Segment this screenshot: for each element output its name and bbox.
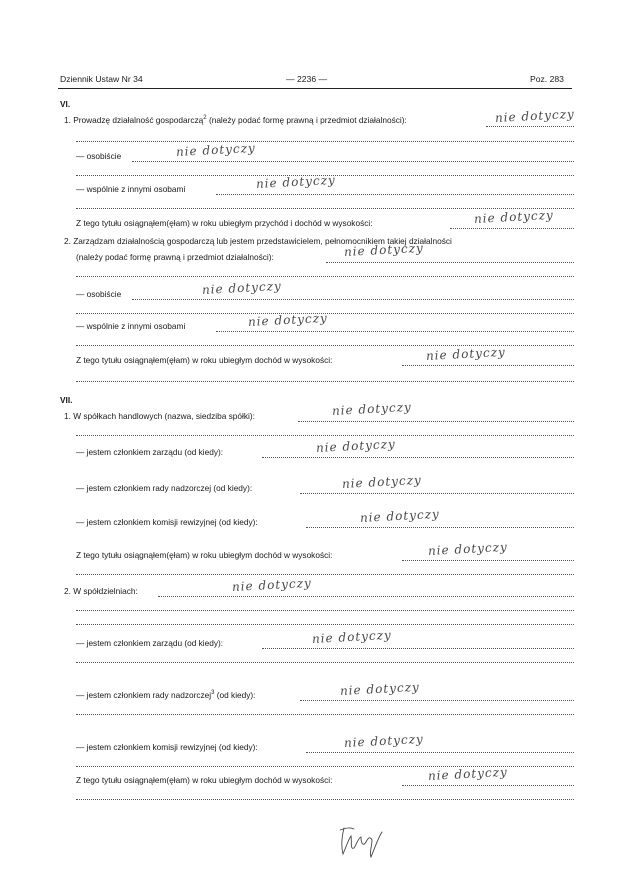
fill-line bbox=[132, 299, 574, 300]
vii-1-board-label: — jestem członkiem zarządu (od kiedy): bbox=[76, 447, 224, 457]
vii-2-income-label: Z tego tytułu osiągnąłem(ęłam) w roku ubiegłym dochód w wysokości: bbox=[76, 775, 333, 785]
handwritten-answer: nie dotyczy bbox=[494, 106, 576, 125]
fill-line bbox=[306, 527, 574, 528]
fill-line bbox=[76, 662, 574, 663]
fill-line bbox=[158, 596, 574, 597]
vii-1-audit-label: — jestem członkiem komisji rewizyjnej (od kiedy): bbox=[76, 517, 258, 527]
fill-line bbox=[402, 785, 574, 786]
section-vii-heading: VII. bbox=[60, 395, 73, 405]
fill-line bbox=[132, 161, 574, 162]
fill-line bbox=[300, 700, 574, 701]
fill-line bbox=[450, 228, 574, 229]
vi-1-income-label: Z tego tytułu osiągnąłem(ęłam) w roku ubiegłym przychód i dochód w wysokości: bbox=[76, 218, 373, 228]
fill-line bbox=[76, 714, 574, 715]
handwritten-answer: nie dotyczy bbox=[231, 575, 313, 594]
vii-1-income-label: Z tego tytułu osiągnąłem(ęłam) w roku ubiegłym dochód w wysokości: bbox=[76, 550, 333, 560]
handwritten-answer: nie dotyczy bbox=[315, 436, 397, 455]
handwritten-answer: nie dotyczy bbox=[311, 627, 393, 646]
vii-1-question: 1. W spółkach handlowych (nazwa, siedziba spółki): bbox=[64, 411, 255, 421]
handwritten-answer: nie dotyczy bbox=[339, 679, 421, 698]
fill-line bbox=[76, 208, 574, 209]
fill-line bbox=[76, 435, 574, 436]
vi-1-question: 1. Prowadzę działalność gospodarczą$^2$ (należy podać formę prawną i przedmiot działalności): bbox=[64, 115, 407, 125]
handwritten-answer: nie dotyczy bbox=[427, 764, 509, 783]
vii-1-supervisory-label: — jestem członkiem rady nadzorczej (od kiedy): bbox=[76, 483, 253, 493]
fill-line bbox=[216, 331, 574, 332]
page-number: — 2236 — bbox=[286, 74, 328, 84]
vi-1-jointly-label: — wspólnie z innymi osobami bbox=[76, 184, 186, 194]
handwritten-answer: nie dotyczy bbox=[343, 240, 425, 259]
handwritten-answer: nie dotyczy bbox=[331, 399, 413, 418]
handwritten-answer: nie dotyczy bbox=[473, 207, 555, 226]
header-rule bbox=[58, 88, 572, 89]
handwritten-answer: nie dotyczy bbox=[175, 140, 257, 159]
vi-1-personally-label: — osobiście bbox=[76, 151, 122, 161]
vii-2-supervisory-label: — jestem członkiem rady nadzorczej$^3$ (od kiedy): bbox=[76, 690, 256, 700]
vi-2-personally-label: — osobiście bbox=[76, 289, 122, 299]
fill-line bbox=[300, 493, 574, 494]
fill-line bbox=[76, 624, 574, 625]
journal-title: Dziennik Ustaw Nr 34 bbox=[60, 74, 143, 84]
handwritten-answer: nie dotyczy bbox=[255, 172, 337, 191]
fill-line bbox=[76, 276, 574, 277]
fill-line bbox=[298, 421, 574, 422]
section-vi-heading: VI. bbox=[60, 99, 71, 109]
fill-line bbox=[76, 799, 574, 800]
fill-line bbox=[262, 457, 574, 458]
vi-2-jointly-label: — wspólnie z innymi osobami bbox=[76, 321, 186, 331]
vii-2-audit-label: — jestem członkiem komisji rewizyjnej (od kiedy): bbox=[76, 742, 258, 752]
handwritten-answer: nie dotyczy bbox=[341, 472, 423, 491]
fill-line bbox=[402, 365, 574, 366]
vi-2-question: 2. Zarządzam działalnością gospodarczą lub jestem przedstawicielem, pełnomocnikiem takiej działalności bbox=[64, 236, 452, 246]
handwritten-answer: nie dotyczy bbox=[427, 539, 509, 558]
fill-line bbox=[76, 141, 574, 142]
vi-2-income-label: Z tego tytułu osiągnąłem(ęłam) w roku ubiegłym dochód w wysokości: bbox=[76, 355, 333, 365]
fill-line bbox=[402, 560, 574, 561]
vii-2-question: 2. W spółdzielniach: bbox=[64, 586, 138, 596]
handwritten-answer: nie dotyczy bbox=[247, 310, 329, 329]
fill-line bbox=[306, 752, 574, 753]
handwritten-answer: nie dotyczy bbox=[425, 344, 507, 363]
vi-2-question-cont: (należy podać formę prawną i przedmiot działalności): bbox=[76, 252, 274, 262]
position-number: Poz. 283 bbox=[530, 74, 564, 84]
fill-line bbox=[262, 648, 574, 649]
vii-2-board-label: — jestem członkiem zarządu (od kiedy): bbox=[76, 638, 224, 648]
fill-line bbox=[326, 262, 574, 263]
handwritten-answer: nie dotyczy bbox=[359, 506, 441, 525]
fill-line bbox=[216, 194, 574, 195]
handwritten-answer: nie dotyczy bbox=[343, 731, 425, 750]
fill-line bbox=[486, 126, 574, 127]
signature bbox=[336, 820, 388, 860]
fill-line bbox=[76, 574, 574, 575]
fill-line bbox=[76, 610, 574, 611]
handwritten-answer: nie dotyczy bbox=[201, 278, 283, 297]
fill-line bbox=[76, 381, 574, 382]
